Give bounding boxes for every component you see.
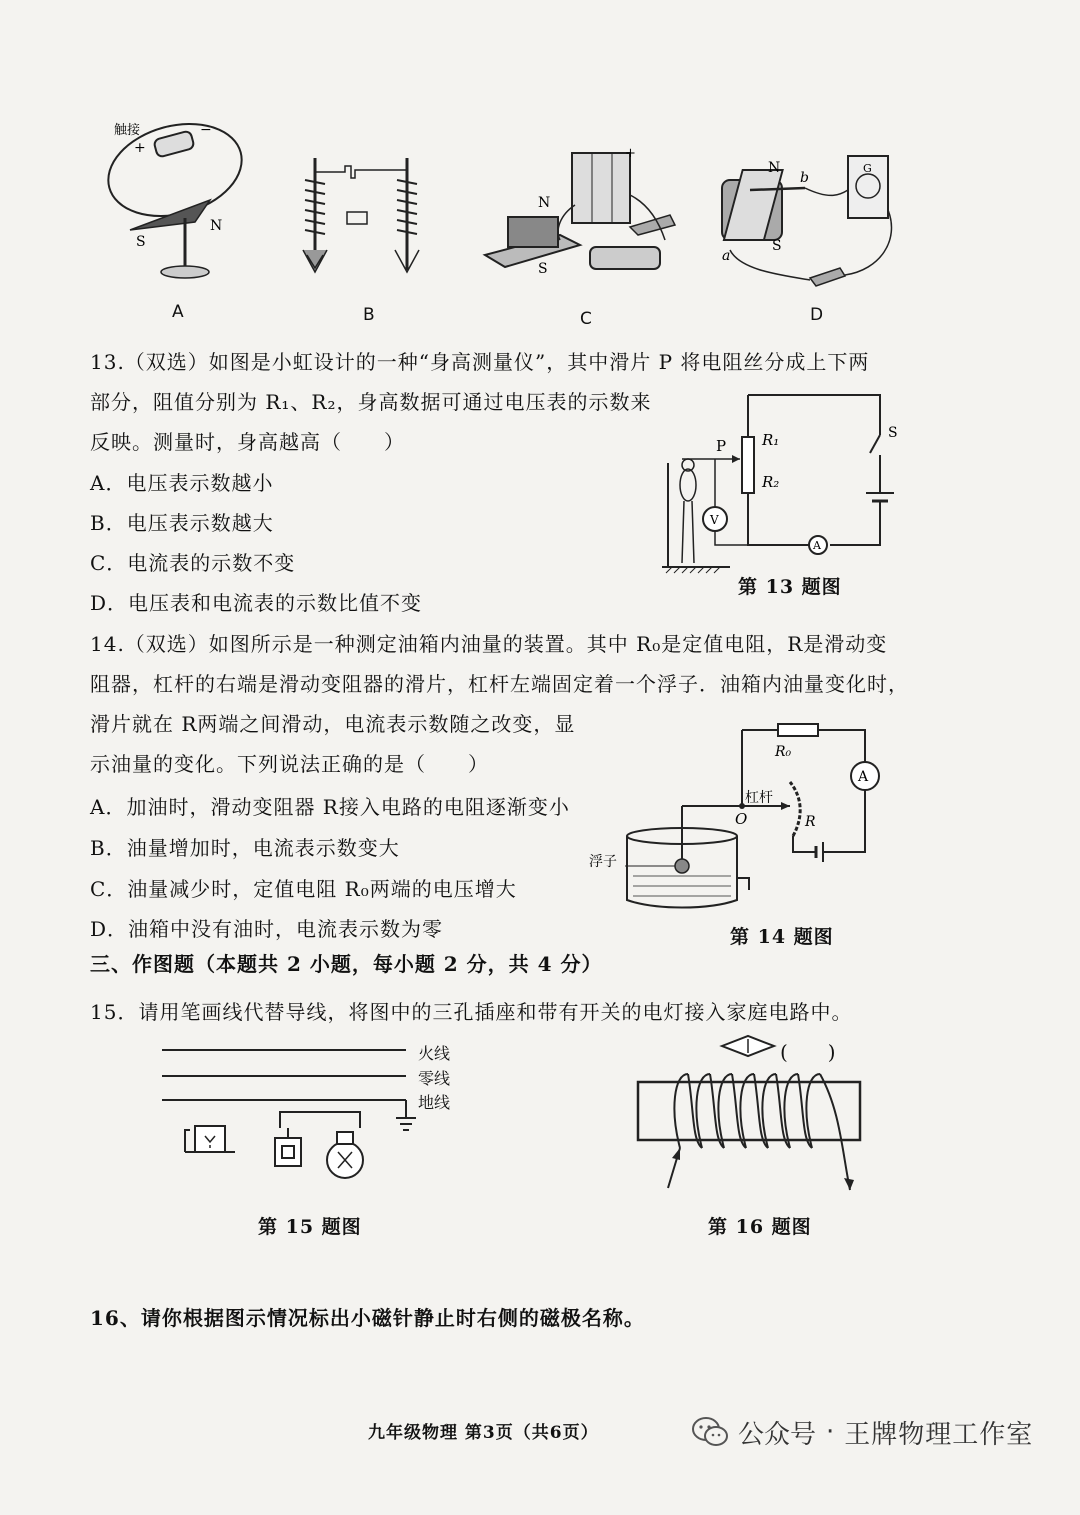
point-b: b bbox=[800, 170, 809, 186]
q12-figure-c bbox=[480, 145, 680, 295]
q13-stem-line1: 13.（双选）如图是小虹设计的一种“身高测量仪”，其中滑片 P 将电阻丝分成上下两 bbox=[90, 350, 870, 374]
ammeter-label: A bbox=[858, 769, 869, 785]
q14-stem-line1: 14.（双选）如图所示是一种测定油箱内油量的装置。其中 R₀是定值电阻，R是滑动变 bbox=[90, 632, 888, 656]
person bbox=[680, 469, 696, 501]
q14-caption: 第 14 题图 bbox=[730, 926, 834, 948]
q13-stem-line3: 反映。测量时，身高越高（ ） bbox=[90, 430, 405, 454]
r1-label: R₁ bbox=[762, 431, 780, 449]
r0-label: R₀ bbox=[775, 744, 792, 760]
q12-figure-b bbox=[295, 150, 445, 290]
wechat-icon bbox=[692, 1416, 728, 1448]
voltmeter-label: V bbox=[710, 513, 719, 527]
option-label-a: A bbox=[172, 302, 184, 322]
float-label: 浮子 bbox=[589, 854, 617, 870]
three-hole-socket bbox=[195, 1126, 225, 1152]
q16-answer-blank: ( ) bbox=[780, 1040, 836, 1064]
resistor-wire bbox=[742, 437, 754, 493]
tap bbox=[737, 878, 749, 890]
q14-option-c: C．油量减少时，定值电阻 R₀两端的电压增大 bbox=[90, 877, 517, 901]
rheostat-r bbox=[790, 782, 800, 836]
battery bbox=[153, 130, 194, 157]
watermark bbox=[692, 1412, 1033, 1452]
section-3-title: 三、作图题（本题共 2 小题，每小题 2 分，共 4 分） bbox=[90, 952, 603, 976]
plus-sign: + bbox=[134, 140, 146, 156]
q13-option-c: C．电流表的示数不变 bbox=[90, 551, 296, 575]
galvanometer-label: G bbox=[863, 162, 872, 175]
q14-option-b: B．油量增加时，电流表示数变大 bbox=[90, 836, 400, 860]
q13-stem-line2: 部分，阻值分别为 R₁、R₂，身高数据可通过电压表的示数来 bbox=[90, 390, 652, 414]
switch bbox=[810, 268, 845, 286]
q14-option-d: D．油箱中没有油时，电流表示数为零 bbox=[90, 917, 444, 941]
option-label-c: C bbox=[580, 309, 592, 329]
lever-label: 杠杆 bbox=[745, 790, 773, 806]
switch bbox=[630, 215, 675, 235]
q14-stem-line2: 阻器，杠杆的右端是滑动变阻器的滑片，杠杆左端固定着一个浮子．油箱内油量变化时， bbox=[90, 672, 909, 696]
q12-figure-a bbox=[100, 110, 250, 290]
n-pole: N bbox=[768, 160, 781, 176]
neutral-wire-label: 零线 bbox=[418, 1069, 451, 1088]
q15-caption: 第 15 题图 bbox=[258, 1216, 362, 1238]
q14-stem-line3: 滑片就在 R两端之间滑动，电流表示数随之改变，显 bbox=[90, 712, 576, 736]
watermark-separator: · bbox=[826, 1417, 835, 1447]
n-pole: N bbox=[210, 218, 223, 234]
rheostat bbox=[590, 247, 660, 269]
float bbox=[675, 859, 689, 873]
ammeter-label: A bbox=[813, 539, 821, 552]
q14-option-a: A．加油时，滑动变阻器 R接入电路的电阻逐渐变小 bbox=[90, 795, 570, 819]
slider-p-label: P bbox=[716, 437, 727, 455]
touch-label: 触接 bbox=[114, 123, 141, 138]
point-a: a bbox=[722, 248, 731, 264]
switch-s bbox=[870, 435, 880, 453]
watermark-label: 公众号 bbox=[738, 1419, 817, 1450]
resistor-r0 bbox=[778, 724, 818, 736]
solenoid-core bbox=[638, 1082, 860, 1140]
ground-wire-label: 地线 bbox=[418, 1093, 451, 1112]
q13-caption: 第 13 题图 bbox=[738, 576, 842, 598]
option-label-d: D bbox=[810, 305, 824, 325]
q12-figure-d bbox=[710, 150, 910, 300]
s-pole: S bbox=[538, 261, 548, 277]
q13-option-d: D．电压表和电流表的示数比值不变 bbox=[90, 591, 423, 615]
s-pole: S bbox=[772, 238, 782, 254]
q13-option-a: A．电压表示数越小 bbox=[90, 471, 274, 495]
compass-base bbox=[161, 266, 209, 278]
live-wire-label: 火线 bbox=[418, 1044, 451, 1063]
solenoid-coil bbox=[674, 1074, 820, 1148]
plus-sign: + bbox=[625, 146, 636, 161]
page-footer: 九年级物理 第3页（共6页） bbox=[368, 1423, 599, 1443]
n-pole: N bbox=[538, 195, 551, 211]
s-pole: S bbox=[136, 234, 146, 250]
q16-stem: 16、请你根据图示情况标出小磁针静止时右侧的磁极名称。 bbox=[90, 1306, 645, 1330]
r2-label: R₂ bbox=[762, 473, 780, 491]
q13-option-b: B．电压表示数越大 bbox=[90, 511, 274, 535]
q14-stem-line4: 示油量的变化。下列说法正确的是（ ） bbox=[90, 752, 489, 776]
switch-label: S bbox=[888, 425, 898, 441]
pivot-label: O bbox=[735, 810, 748, 828]
q15-household-circuit bbox=[160, 1040, 480, 1200]
q15-stem: 15．请用笔画线代替导线，将图中的三孔插座和带有开关的电灯接入家庭电路中。 bbox=[90, 1000, 853, 1024]
q16-caption: 第 16 题图 bbox=[708, 1216, 812, 1238]
q14-circuit-diagram bbox=[585, 718, 905, 918]
rheostat-label: R bbox=[805, 814, 816, 830]
battery-pack bbox=[572, 153, 630, 223]
switch bbox=[275, 1138, 301, 1166]
watermark-name: 王牌物理工作室 bbox=[844, 1419, 1034, 1450]
option-label-b: B bbox=[363, 305, 375, 325]
q13-circuit-diagram bbox=[660, 385, 900, 585]
minus-sign: − bbox=[200, 122, 212, 138]
